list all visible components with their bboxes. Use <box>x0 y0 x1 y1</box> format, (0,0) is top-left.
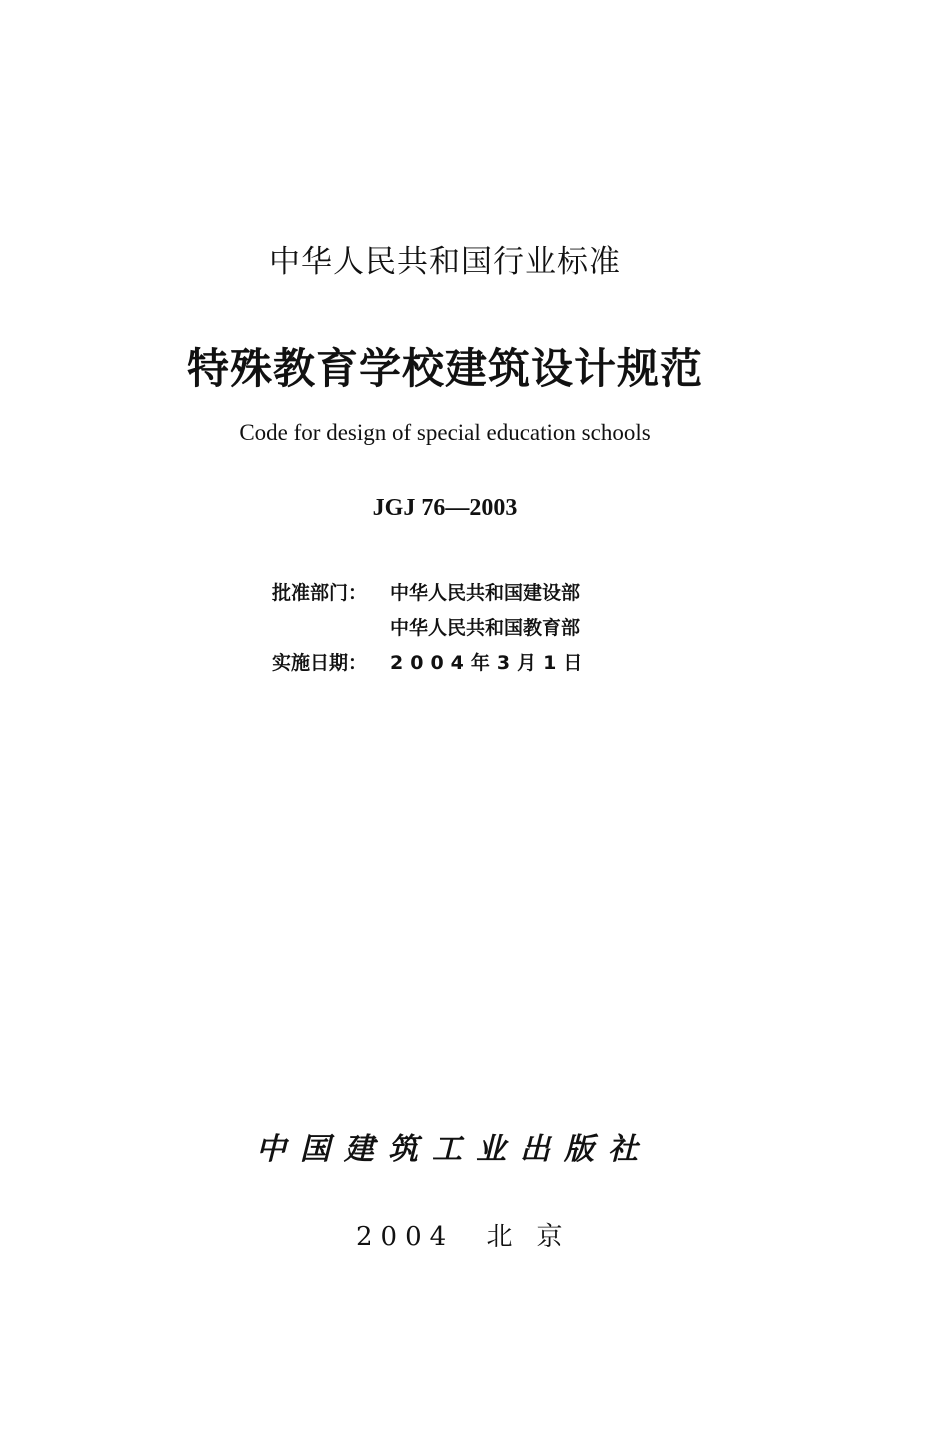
effective-date-value: 2004年3月1日 <box>390 652 590 674</box>
effective-date-label: 实施日期： <box>272 652 368 674</box>
standard-code: JGJ 76—2003 <box>372 495 518 521</box>
page-title: 特殊教育学校建筑设计规范 <box>186 344 703 393</box>
approval-row <box>272 576 589 611</box>
approval-department-2: 中华人民共和国教育部 <box>390 617 581 639</box>
effective-date-row <box>272 646 589 681</box>
standard-series: 中华人民共和国行业标准 <box>269 244 621 280</box>
approval-label: 批准部门： <box>272 582 368 604</box>
approval-department-1: 中华人民共和国建设部 <box>390 582 581 604</box>
approval-info <box>272 576 589 681</box>
publication-year: 2004 <box>356 1222 455 1252</box>
english-title: Code for design of special education schools <box>239 420 651 445</box>
publication-info <box>356 1216 586 1253</box>
approval-label-spacer <box>272 611 390 646</box>
publisher-name: 中国建筑工业出版社 <box>256 1132 652 1167</box>
approval-row-2 <box>272 611 589 646</box>
publication-city: 北京 <box>486 1222 587 1252</box>
